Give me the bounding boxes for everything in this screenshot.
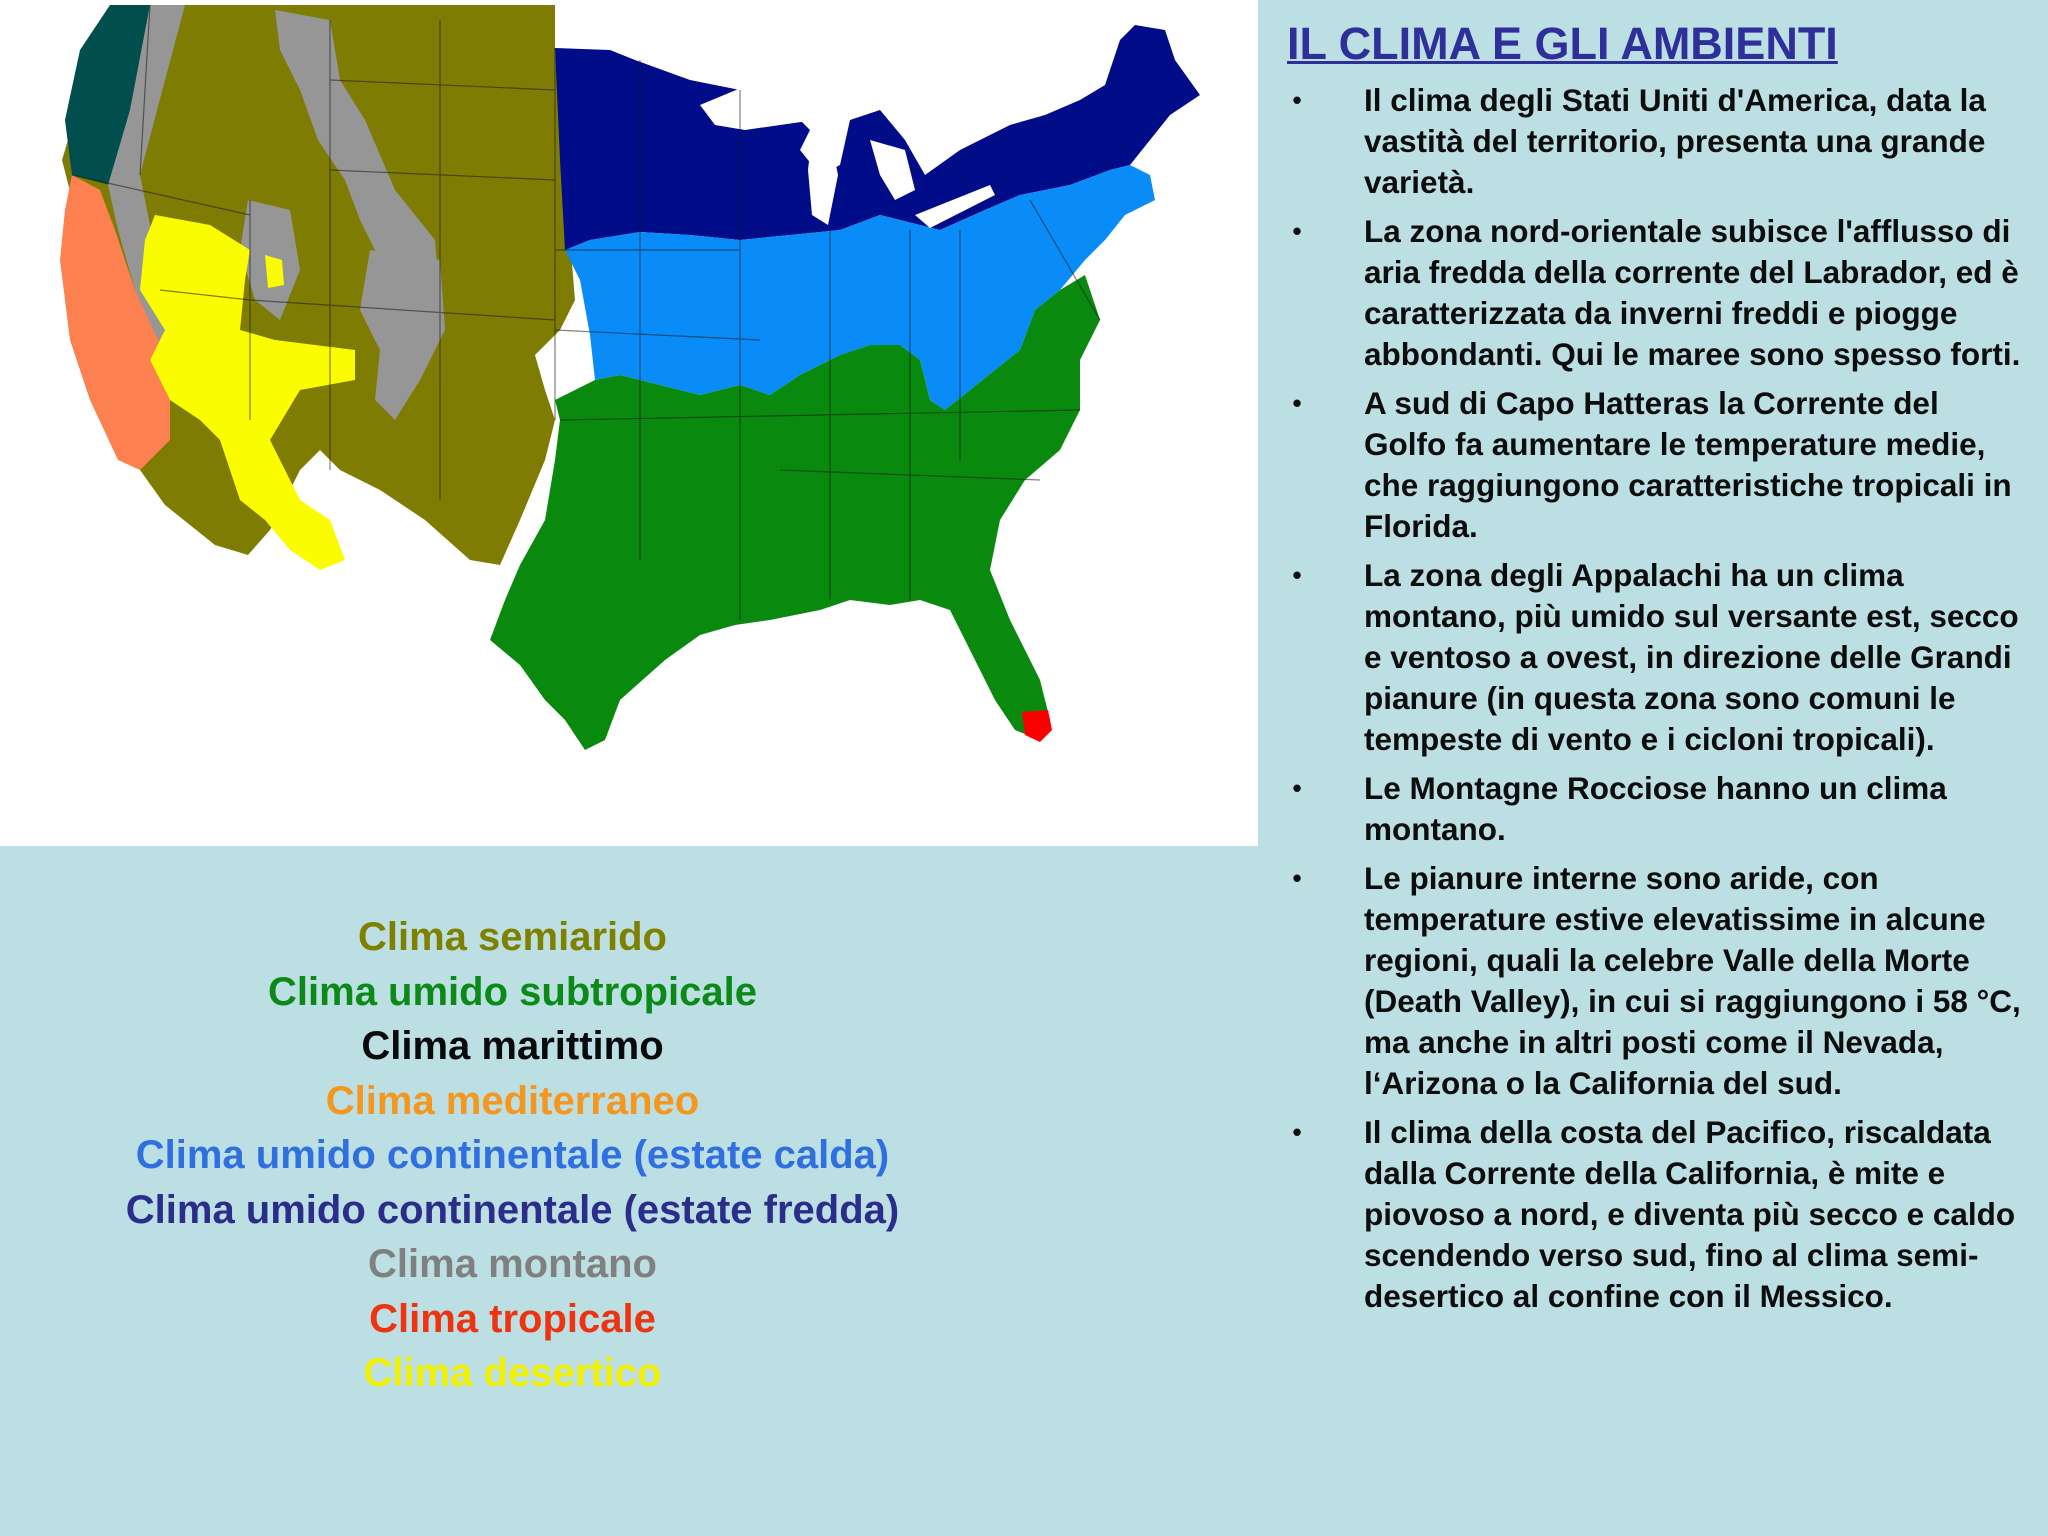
legend-item-humid-subtropical: Clima umido subtropicale (268, 969, 757, 1014)
legend-item-tropical: Clima tropicale (369, 1296, 656, 1341)
bullet-list (1287, 80, 2027, 1317)
bullet-text: Le pianure interne sono aride, con temperature estive elevatissime in alcune regioni, quali la celebre Valle della Morte (Death Valley), in cui si raggiungono i 58 °C, ma anche in altri posti come il Nevada, l‘Arizona o la California del sud. (1364, 860, 2021, 1101)
bullet-item (1287, 768, 2027, 850)
legend-item-marine: Clima marittimo (361, 1024, 664, 1068)
bullet-text: Le Montagne Rocciose hanno un clima montano. (1364, 770, 1947, 847)
legend-item-continental-hot: Clima umido continentale (estate calda) (135, 1133, 890, 1177)
bullet-text: Il clima degli Stati Uniti d'America, data la vastità del territorio, presenta una grande varietà. (1364, 82, 1986, 200)
bullet-text: La zona nord-orientale subisce l'afflusso di aria fredda della corrente del Labrador, ed è caratterizzata da inverni freddi e piogge abbondanti. Qui le maree sono spesso forti. (1364, 213, 2021, 372)
bullet-item (1287, 80, 2027, 203)
bullet-icon: • (1292, 216, 1302, 246)
region-tropical (1022, 710, 1052, 742)
bullet-item (1287, 1112, 2027, 1317)
legend-item-continental-cold: Clima umido continentale (estate fredda) (125, 1187, 900, 1232)
legend-item-mediterranean: Clima mediterraneo (325, 1078, 700, 1123)
bullet-icon: • (1292, 863, 1302, 893)
legend-item-desert: Clima desertico (363, 1351, 662, 1395)
us-climate-map (0, 0, 1258, 846)
bullet-icon: • (1292, 388, 1302, 418)
map-legend (0, 910, 1025, 1401)
bullet-icon: • (1292, 85, 1302, 115)
legend-item-mountain: Clima montano (368, 1242, 657, 1286)
legend-item-semiarid: Clima semiarido (357, 915, 667, 959)
region-desert-patch (265, 255, 284, 288)
text-panel (1287, 14, 2027, 1325)
climate-map-panel (0, 0, 1258, 846)
bullet-text: La zona degli Appalachi ha un clima montano, più umido sul versante est, secco e ventoso a ovest, in direzione delle Grandi pianure (in questa zona sono comuni le tempeste di vento e i cicloni tropicali). (1364, 557, 2019, 757)
bullet-item (1287, 383, 2027, 547)
bullet-item (1287, 555, 2027, 760)
slide-title: IL CLIMA E GLI AMBIENTI (1287, 18, 1838, 69)
bullet-icon: • (1292, 1117, 1302, 1147)
bullet-icon: • (1292, 560, 1302, 590)
bullet-item (1287, 211, 2027, 375)
bullet-icon: • (1292, 773, 1302, 803)
bullet-item (1287, 858, 2027, 1104)
bullet-text: Il clima della costa del Pacifico, riscaldata dalla Corrente della California, è mite e piovoso a nord, e diventa più secco e caldo scendendo verso sud, fino al clima semi-desertico al confine con il Messico. (1364, 1114, 2016, 1314)
bullet-text: A sud di Capo Hatteras la Corrente del Golfo fa aumentare le temperature medie, che raggiungono caratteristiche tropicali in Florida. (1364, 385, 2012, 544)
